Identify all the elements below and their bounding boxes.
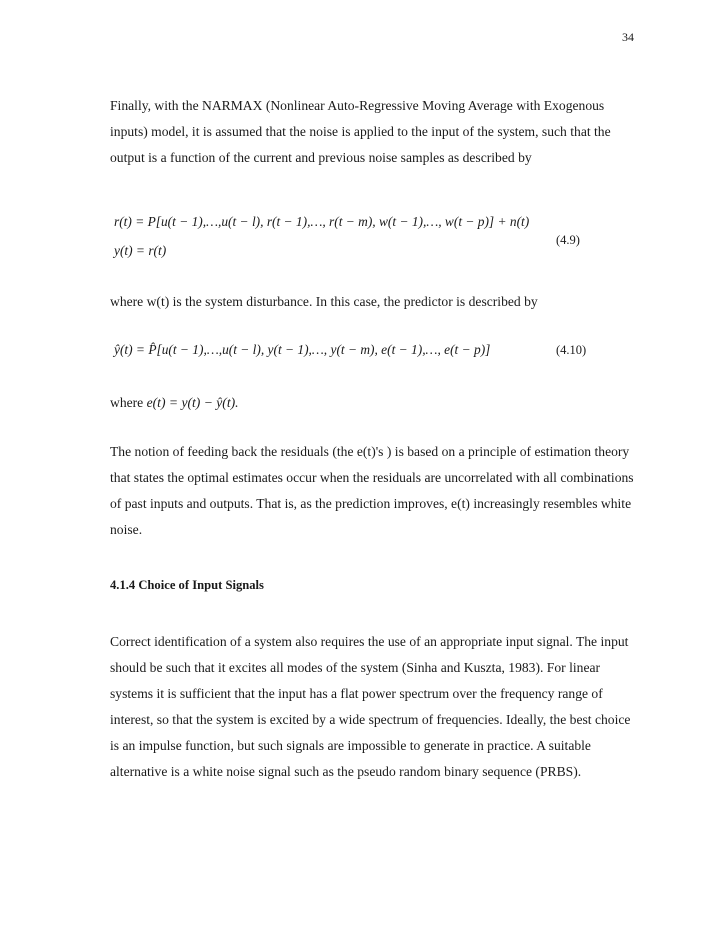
- paragraph-system-disturbance: where w(t) is the system disturbance. In this case, the predictor is described by: [110, 294, 538, 309]
- residual-prefix: where: [110, 395, 147, 410]
- paragraph-input-signals: Correct identification of a system also requires the use of an appropriate input signal. The input should be such that it excites all modes of the system (Sinha and Kuszta, 1983). For linear systems it is sufficient that the input has a flat power spectrum over the frequency range of interest, so that the system is excited by a wide spectrum of frequencies. Ideally, the best choice is an impulse function, but such signals are impossible to generate in practice. A suitable alternative is a white noise signal such as the pseudo random binary sequence (PRBS).: [110, 634, 631, 779]
- paragraph-narmax-intro: Finally, with the NARMAX (Nonlinear Auto-Regressive Moving Average with Exogenous inputs) model, it is assumed that the noise is applied to the input of the system, such that the output is a function of the current and previous noise samples as described by: [110, 98, 611, 165]
- residual-equation: e(t) = y(t) − ŷ(t).: [146, 395, 239, 410]
- equation-4-9-line-1: r(t) = P[u(t − 1),…,u(t − l), r(t − 1),…, r(t − m), w(t − 1),…, w(t − p)] + n(t): [114, 214, 530, 229]
- paragraph-residual-definition: [110, 390, 642, 416]
- equation-4-10-number: (4.10): [556, 343, 587, 357]
- equation-4-10: ŷ(t) = P̂[u(t − 1),…,u(t − l), y(t − 1),…, y(t − m), e(t − 1),…, e(t − p)]: [114, 342, 491, 357]
- equation-4-9-number: (4.9): [556, 233, 580, 247]
- page-number: 34: [622, 30, 634, 44]
- paragraph-residual-feedback: The notion of feeding back the residuals (the e(t)'s ) is based on a principle of estimation theory that states the optimal estimates occur when the residuals are uncorrelated with all combinations of past inputs and outputs. That is, as the prediction improves, e(t) increasingly resembles white noise.: [110, 444, 634, 537]
- section-heading: 4.1.4 Choice of Input Signals: [110, 578, 264, 592]
- equation-4-9-line-2: y(t) = r(t): [114, 243, 167, 258]
